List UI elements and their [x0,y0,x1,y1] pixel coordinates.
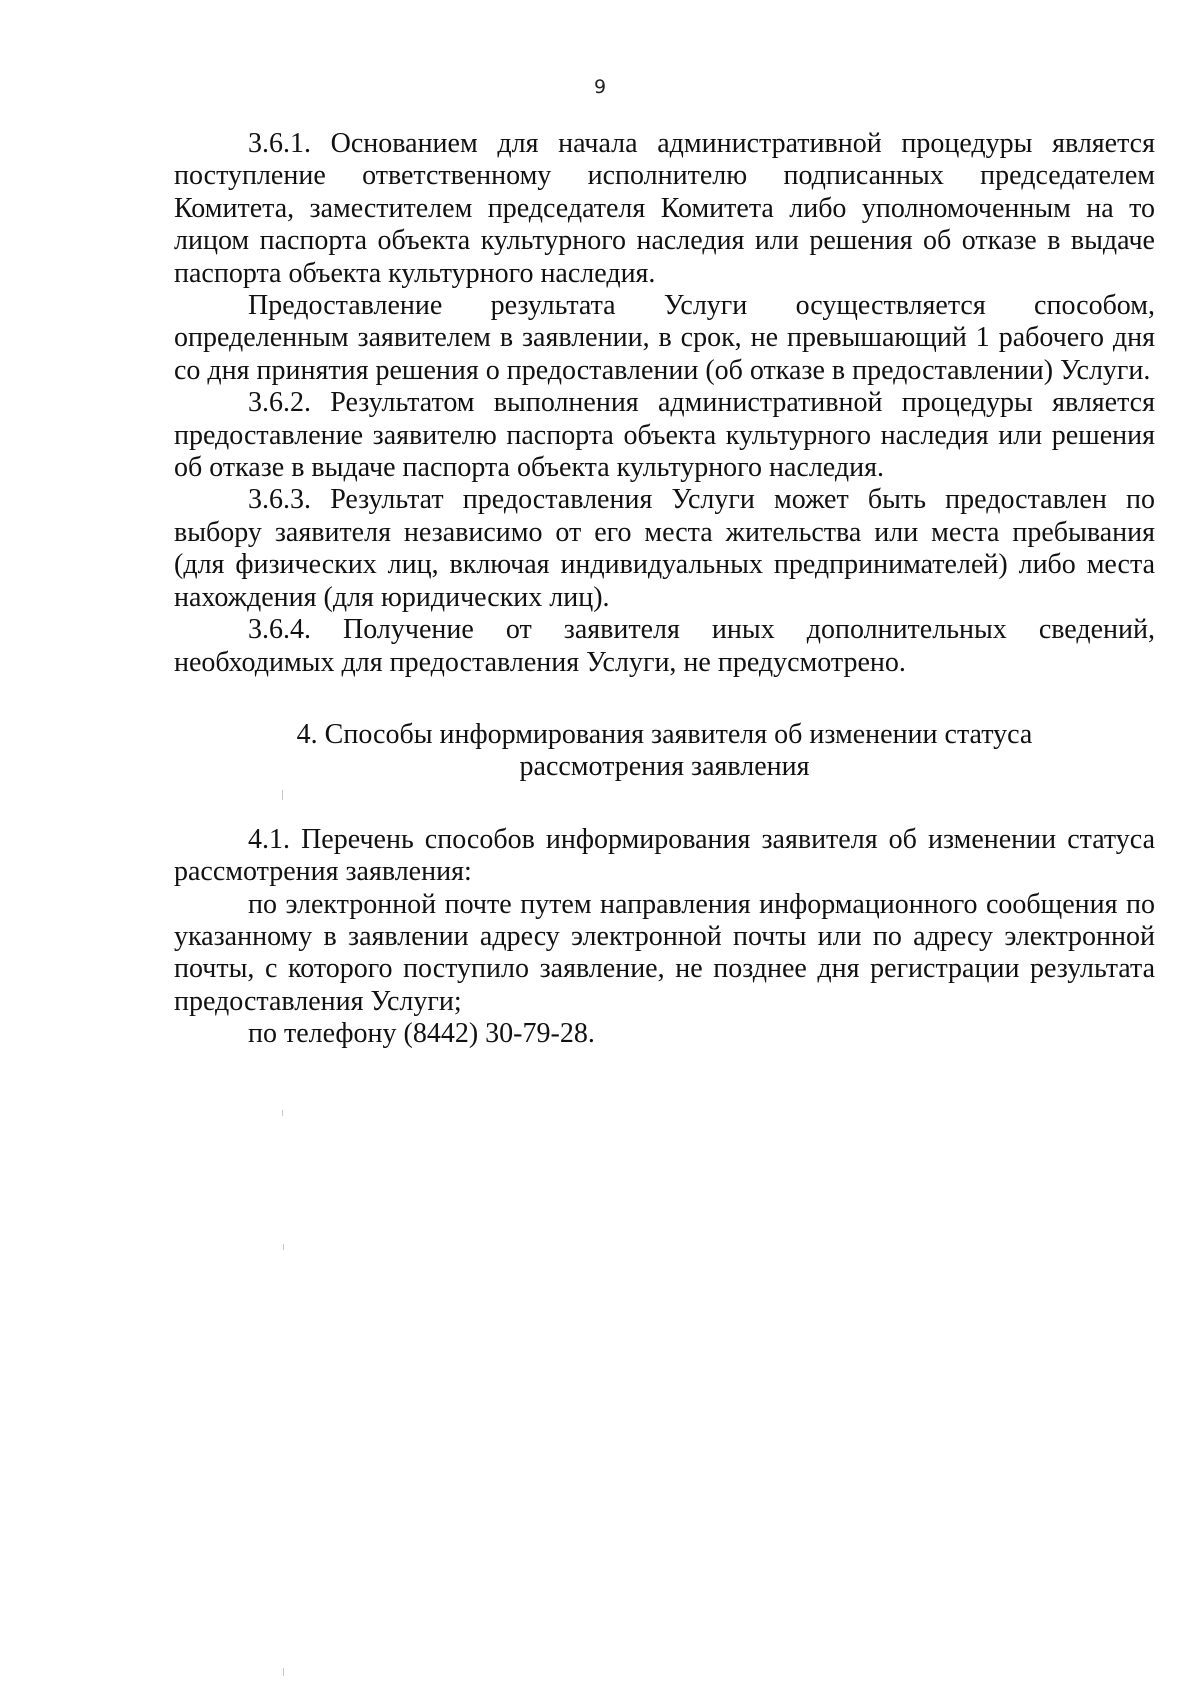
scan-mark [283,1668,284,1676]
paragraph-3-6-1: 3.6.1. Основанием для начала административной процедуры является поступление ответственному исполнителю подписанных председателем Комитета, заместителем председателя Комитета либо уполномоченным на то лицом паспорта объекта культурного наследия или решения об отказе в выдаче паспорта объекта культурного наследия. [174,128,1155,289]
paragraph-3-6-2: 3.6.2. Результатом выполнения административной процедуры является предоставление заявителю паспорта объекта культурного наследия или решения об отказе в выдаче паспорта объекта культурного наследия. [174,387,1155,484]
scan-mark [282,1110,283,1116]
paragraph-result-delivery: Предоставление результата Услуги осуществляется способом, определенным заявителем в заявлении, в срок, не превышающий 1 рабочего дня со дня принятия решения о предоставлении (об отказе в предоставлении) Услуги. [174,290,1155,386]
paragraph-email-method: по электронной почте путем направления информационного сообщения по указанному в заявлении адресу электронной почты или по адресу электронной почты, с которого поступило заявление, не позднее дня регистрации результата предоставления Услуги; [174,888,1155,1017]
paragraph-3-6-4: 3.6.4. Получение от заявителя иных дополнительных сведений, необходимых для предоставления Услуги, не предусмотрено. [174,614,1155,678]
paragraph-3-6-3: 3.6.3. Результат предоставления Услуги может быть предоставлен по выбору заявителя независимо от его места жительства или места пребывания (для физических лиц, включая индивидуальных предпринимателей) либо места нахождения (для юридических лиц). [174,484,1155,613]
scan-mark [282,790,283,800]
scan-mark [283,1244,284,1250]
document-body [174,128,1155,1051]
paragraph-phone-method: по телефону (8442) 30-79-28. [248,1018,595,1050]
page-number: 9 [593,76,607,98]
paragraph-4-1: 4.1. Перечень способов информирования заявителя об изменении статуса рассмотрения заявления: [174,823,1155,888]
section-heading-line-1: 4. Способы информирования заявителя об изменении статуса [296,718,1033,750]
section-heading-line-2: рассмотрения заявления [519,751,810,783]
section-heading [174,719,1155,784]
